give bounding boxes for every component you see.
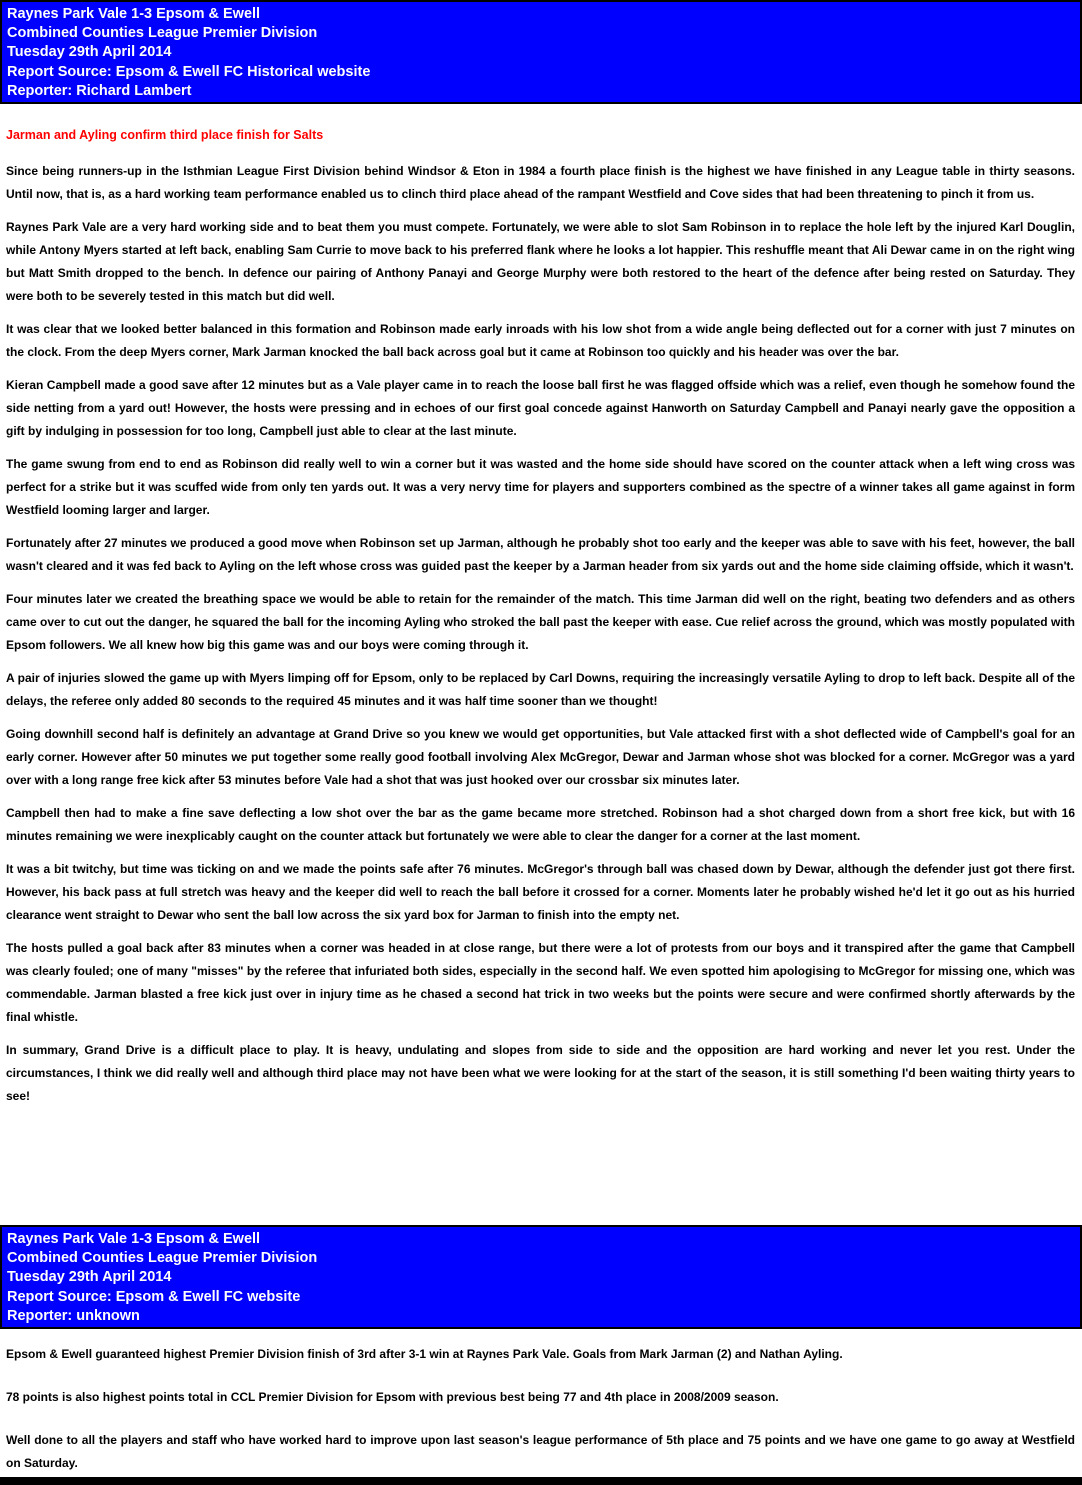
paragraph-9: Going downhill second half is definitely an advantage at Grand Drive so you knew we would get opportunities, but Vale attacked first with a shot deflected wide of Campbell's goal for an early corner. However after 50 minutes we put together some really good football involving Alex McGregor, Dewar and Jarman whose shot was blocked for a corner. McGregor was a yard over with a long range free kick after 53 minutes before Vale had a shot that was just hooked over our crossbar six minutes later. [6,727,1075,787]
paragraph-1: Epsom & Ewell guaranteed highest Premier Division finish of 3rd after 3-1 win at Raynes Park Vale. Goals from Mark Jarman (2) and Nathan Ayling. [6,1347,843,1361]
reporter-line: Reporter: Richard Lambert [7,82,192,99]
paragraph-8: A pair of injuries slowed the game up with Myers limping off for Epsom, only to be replaced by Carl Downs, requiring the increasingly versatile Ayling to drop to left back. Despite all of the delays, the referee only added 80 seconds to the required 45 minutes and it was half time sooner than we thought! [6,671,1075,708]
date-line: Tuesday 29th April 2014 [7,1269,172,1286]
paragraph-2: Raynes Park Vale are a very hard working side and to beat them you must compete. Fortunately, we were able to slot Sam Robinson in to replace the hole left by the injured Karl Douglin, while Antony Myers started at left back, enabling Sam Currie to move back to his preferred flank where he looks a lot happier. This reshuffle meant that Ali Dewar came in on the right wing but Matt Smith dropped to the bench. In defence our pairing of Anthony Panayi and George Murphy were both restored to the heart of the defence after being rested on Saturday. They were both to be severely tested in this match but did well. [6,220,1075,303]
paragraph-6: Fortunately after 27 minutes we produced a good move when Robinson set up Jarman, although he probably shot too early and the keeper was able to save with his feet, however, the ball wasn't cleared and it was fed back to Ayling on the left whose cross was guided past the keeper by a Jarman header from six yards out and the home side claiming offside, which it wasn't. [6,536,1075,573]
report-bottom-header-box [0,1225,1082,1329]
paragraph-4: Kieran Campbell made a good save after 12 minutes but as a Vale player came in to reach the loose ball first he was flagged offside which was a relief, even though he somehow found the side netting from a yard out! However, the hosts were pressing and in echoes of our first goal concede against Hanworth on Saturday Campbell and Panayi nearly gave the opposition a gift by indulging in possession for too long, Campbell just able to clear at the last minute. [6,378,1075,438]
paragraph-3: It was clear that we looked better balanced in this formation and Robinson made early inroads with his low shot from a wide angle being deflected out for a corner with just 7 minutes on the clock. From the deep Myers corner, Mark Jarman knocked the ball back across goal but it came at Robinson too quickly and his header was over the bar. [6,322,1075,359]
paragraph-13: In summary, Grand Drive is a difficult place to play. It is heavy, undulating and slopes from side to side and the opposition are hard working and never let you rest. Under the circumstances, I think we did really well and although third place may not have been what we were looking for at the start of the season, it is still something I'd been waiting thirty years to see! [6,1043,1075,1103]
bottom-divider [0,1477,1082,1485]
date-line: Tuesday 29th April 2014 [7,44,172,61]
report-top-header-box [0,0,1082,104]
report-bottom-body [0,1329,1082,1477]
report-source-line: Report Source: Epsom & Ewell FC Historical website [7,63,371,80]
paragraph-10: Campbell then had to make a fine save deflecting a low shot over the bar as the game became more stretched. Robinson had a shot charged down from a short free kick, but with 16 minutes remaining we were inexplicably caught on the counter attack but fortunately we were able to clear the danger for a corner at the last moment. [6,806,1075,843]
paragraph-3: Well done to all the players and staff who have worked hard to improve upon last season's league performance of 5th place and 75 points and we have one game to go away at Westfield on Saturday. [6,1433,1075,1470]
report-source-line: Report Source: Epsom & Ewell FC website [7,1288,301,1305]
headline: Jarman and Ayling confirm third place finish for Salts [6,128,324,142]
reporter-line: Reporter: unknown [7,1307,140,1324]
paragraph-2: 78 points is also highest points total in CCL Premier Division for Epsom with previous best being 77 and 4th place in 2008/2009 season. [6,1390,779,1404]
paragraph-5: The game swung from end to end as Robinson did really well to win a corner but it was wasted and the home side should have scored on the counter attack when a left wing cross was perfect for a strike but it was scuffed wide from only ten yards out. It was a very nervy time for players and supporters combined as the spectre of a winner takes all game against in form Westfield looming larger and larger. [6,457,1075,517]
competition-line: Combined Counties League Premier Division [7,1250,318,1267]
report-top-body [0,104,1082,1225]
competition-line: Combined Counties League Premier Division [7,25,318,42]
paragraph-7: Four minutes later we created the breathing space we would be able to retain for the remainder of the match. This time Jarman did well on the right, beating two defenders and as others came over to cut out the danger, he squared the ball for the incoming Ayling who stroked the ball past the keeper with ease. Cue relief across the ground, which was mostly populated with Epsom followers. We all knew how big this game was and our boys were coming through it. [6,592,1075,652]
match-result-line: Raynes Park Vale 1-3 Epsom & Ewell [7,1231,261,1247]
report-bottom [0,1225,1082,1477]
paragraph-12: The hosts pulled a goal back after 83 minutes when a corner was headed in at close range, but there were a lot of protests from our boys and it transpired after the game that Campbell was clearly fouled; one of many "misses" by the referee that infuriated both sides, especially in the second half. We even spotted him apologising to McGregor for missing one, which was commendable. Jarman blasted a free kick just over in injury time as he chased a second hat trick in two weeks but the points were secure and were confirmed shortly afterwards by the final whistle. [6,941,1075,1024]
match-result-line: Raynes Park Vale 1-3 Epsom & Ewell [7,6,261,22]
paragraph-1: Since being runners-up in the Isthmian League First Division behind Windsor & Eton in 1984 a fourth place finish is the highest we have finished in any League table in thirty seasons. Until now, that is, as a hard working team performance enabled us to clinch third place ahead of the rampant Westfield and Cove sides that had been threatening to pinch it from us. [6,164,1075,201]
paragraph-11: It was a bit twitchy, but time was ticking on and we made the points safe after 76 minutes. McGregor's through ball was chased down by Dewar, although the defender just got there first. However, his back pass at full stretch was heavy and the keeper did well to reach the ball before it crossed for a corner. Moments later he probably wished he'd let it go out as his hurried clearance went straight to Dewar who sent the ball low across the six yard box for Jarman to finish into the empty net. [6,862,1075,922]
